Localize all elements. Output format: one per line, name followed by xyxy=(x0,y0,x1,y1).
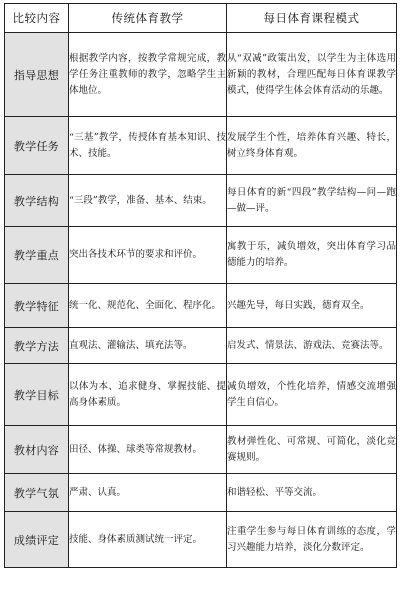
daily-model-cell: 减负增效，个性化培养，情感交流增强学生自信心。 xyxy=(227,364,397,426)
table-row xyxy=(5,328,397,364)
daily-model-cell: 发展学生个性，培养体育兴趣、特长，树立终身体育观。 xyxy=(227,117,397,175)
row-label: 教学方法 xyxy=(5,328,69,364)
row-label: 指导思想 xyxy=(5,33,69,117)
header-daily-pe-model: 每日体育课程模式 xyxy=(227,4,397,33)
table-row xyxy=(5,284,397,328)
table-row xyxy=(5,175,397,227)
row-label: 教材内容 xyxy=(5,426,69,474)
daily-model-cell: 教材弹性化、可常规、可简化，淡化竞赛规则。 xyxy=(227,426,397,474)
table-row xyxy=(5,512,397,568)
traditional-cell: 田径、体操、球类等常规教材。 xyxy=(69,426,227,474)
row-label: 教学特征 xyxy=(5,284,69,328)
table-row xyxy=(5,364,397,426)
header-traditional-teaching: 传统体育教学 xyxy=(69,4,227,33)
daily-model-cell: 启发式、情景法、游戏法、竞赛法等。 xyxy=(227,328,397,364)
row-label: 成绩评定 xyxy=(5,512,69,568)
daily-model-cell: 兴趣先导，每日实践，德育双全。 xyxy=(227,284,397,328)
daily-model-cell: 每日体育的新“四段”教学结构—问—跑—做—评。 xyxy=(227,175,397,227)
traditional-cell: “三基”教学，传授体育基本知识、技术、技能。 xyxy=(69,117,227,175)
daily-model-cell: 寓教于乐，减负增效，突出体育学习品德能力的培养。 xyxy=(227,227,397,284)
header-comparison-item: 比较内容 xyxy=(5,4,69,33)
traditional-cell: “三段”教学，准备、基本、结束。 xyxy=(69,175,227,227)
traditional-cell: 严肃、认真。 xyxy=(69,474,227,512)
row-label: 教学结构 xyxy=(5,175,69,227)
traditional-cell: 技能、身体素质测试统一评定。 xyxy=(69,512,227,568)
table-header-row xyxy=(5,4,397,33)
table-row xyxy=(5,117,397,175)
table-row xyxy=(5,426,397,474)
traditional-cell: 统一化、规范化、全面化、程序化。 xyxy=(69,284,227,328)
row-label: 教学气氛 xyxy=(5,474,69,512)
table-row xyxy=(5,474,397,512)
daily-model-cell: 从“双减”政策出发，以学生为主体选用新颖的教材，合理匹配每日体育课教学模式，使得学生体会体育活动的乐趣。 xyxy=(227,33,397,117)
daily-model-cell: 注重学生参与每日体育训练的态度，学习兴趣能力培养，淡化分数评定。 xyxy=(227,512,397,568)
traditional-cell: 以体为本、追求健身、掌握技能、提高身体素质。 xyxy=(69,364,227,426)
traditional-cell: 根据教学内容，按教学常规完成，教学任务注重教师的教学，忽略学生主体地位。 xyxy=(69,33,227,117)
traditional-cell: 突出各技术环节的要求和评价。 xyxy=(69,227,227,284)
row-label: 教学任务 xyxy=(5,117,69,175)
table-row xyxy=(5,227,397,284)
traditional-cell: 直观法、灌输法、填充法等。 xyxy=(69,328,227,364)
row-label: 教学重点 xyxy=(5,227,69,284)
daily-model-cell: 和谐轻松、平等交流。 xyxy=(227,474,397,512)
table-row xyxy=(5,33,397,117)
row-label: 教学目标 xyxy=(5,364,69,426)
comparison-table xyxy=(4,3,397,568)
